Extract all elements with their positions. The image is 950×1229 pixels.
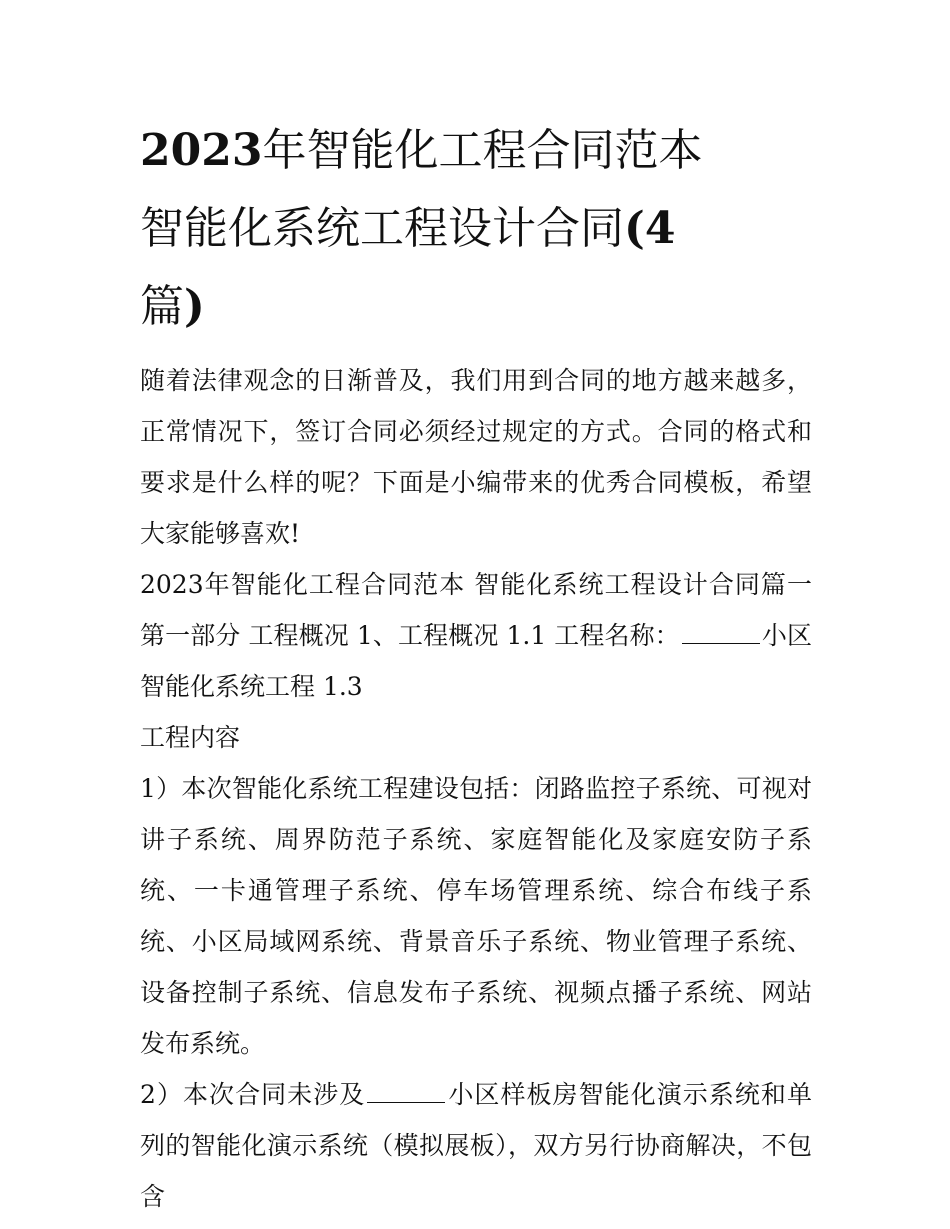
- section-heading-project-content: 工程内容: [140, 723, 241, 752]
- title-line3: 篇: [140, 281, 184, 332]
- exclusion-paragraph: [140, 1069, 812, 1222]
- contract-overview-text-cont: 小区智能化系统工程 1.3: [140, 621, 812, 701]
- intro-paragraph: 随着法律观念的日渐普及，我们用到合同的地方越来越多，正常情况下，签订合同必须经过规定的方式。合同的格式和要求是什么样的呢？下面是小编带来的优秀合同模板，希望大家能够喜欢!: [140, 366, 812, 548]
- title-count-close: ): [184, 281, 205, 332]
- contract-overview-text: 2023年智能化工程合同范本 智能化系统工程设计合同篇一 第一部分 工程概况 1、工程概况 1.1 工程名称：: [140, 570, 812, 650]
- exclusion-text: 2）本次合同未涉及: [140, 1080, 366, 1109]
- contract-overview-paragraph: [140, 559, 812, 712]
- community-name-blank: [367, 1084, 445, 1103]
- exclusion-text-cont: 小区样板房智能化演示系统和单列的智能化演示系统（模拟展板），双方另行协商解决，不包含: [140, 1080, 812, 1211]
- title-year: 2023: [140, 125, 263, 176]
- title-count-open: (4: [624, 203, 676, 254]
- project-name-blank: [682, 625, 760, 644]
- document-title: [140, 112, 820, 346]
- document-body: [140, 355, 812, 1222]
- title-line1: 年智能化工程合同范本: [262, 125, 703, 176]
- title-line2: 智能化系统工程设计合同: [140, 203, 624, 254]
- project-scope-paragraph: 1）本次智能化系统工程建设包括：闭路监控子系统、可视对讲子系统、周界防范子系统、家庭智能化及家庭安防子系统、一卡通管理子系统、停车场管理系统、综合布线子系统、小区局域网系统、背景音乐子系统、物业管理子系统、设备控制子系统、信息发布子系统、视频点播子系统、网站发布系统。: [140, 774, 812, 1058]
